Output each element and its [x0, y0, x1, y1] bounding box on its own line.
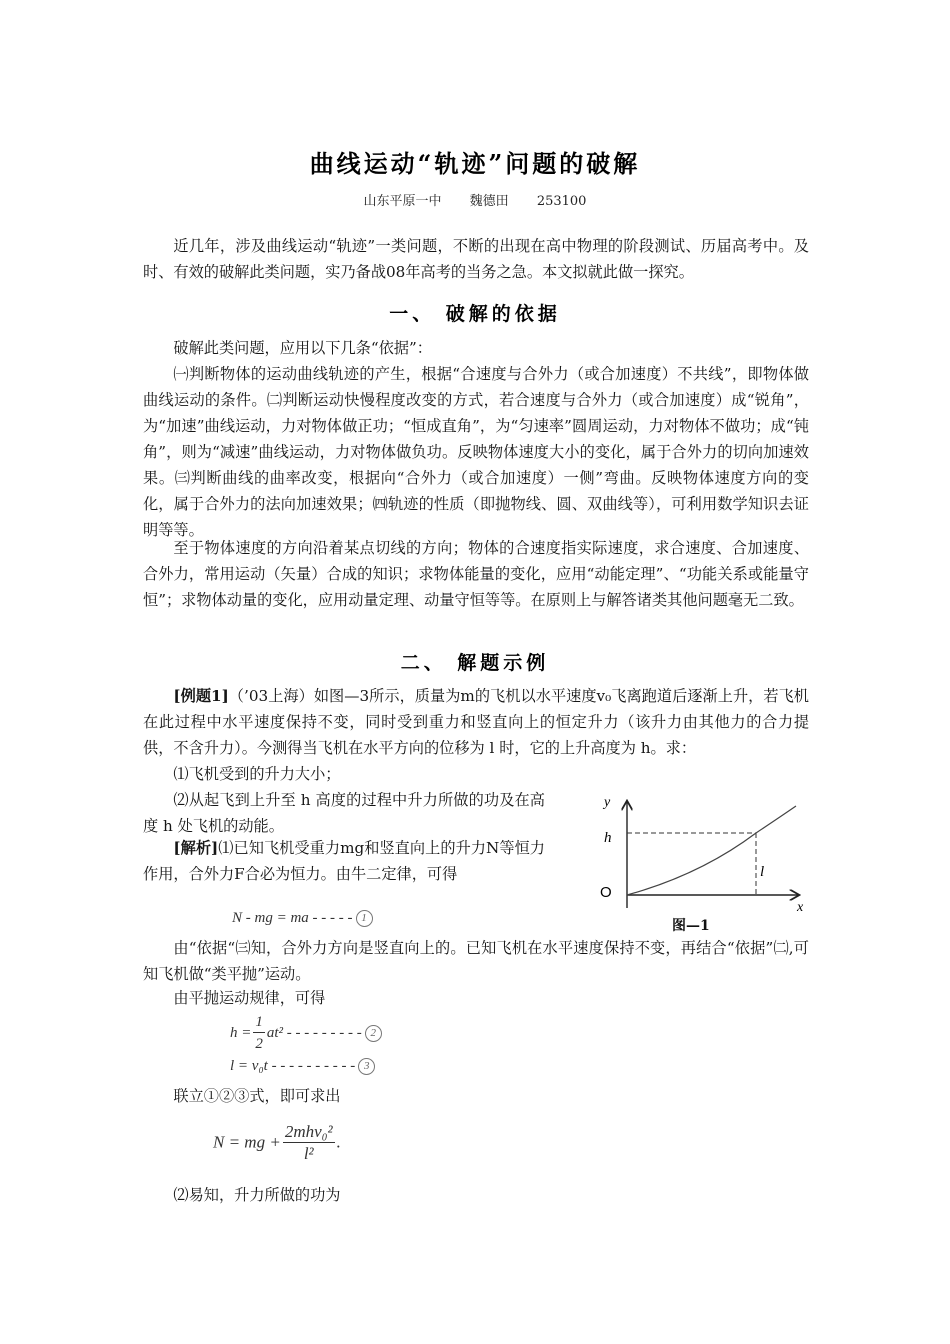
solution-paragraph-5: ⑵易知，升力所做的功为 [173, 1186, 341, 1204]
equation-3 [230, 1058, 375, 1075]
solution-paragraph-2: 由“依据“㈢知，合外力方向是竖直向上的。已知飞机在水平速度保持不变，再结合“依据”㈡,可知飞机做“类平抛”运动。 [143, 939, 809, 983]
equation-1-tag: 1 [356, 910, 373, 927]
example-source: （’03上海） [228, 687, 314, 705]
equation-1-body: N - mg = ma - - - - - [232, 910, 353, 926]
section-heading-2: 二、 解题示例 [400, 652, 550, 674]
section-heading-1: 一、 破解的依据 [389, 303, 561, 325]
section1-paragraph-2: ㈠判断物体的运动曲线轨迹的产生，根据“合速度与合外力（或合加速度）不共线”，即物体做曲线运动的条件。㈡判断运动快慢程度改变的方式，若合速度与合外力（或合加速度）成“锐角”，为“加速”曲线运动，力对物体做正功；“恒成直角”，为“匀速率”圆周运动，力对物体不做功；成“钝角”，则为“减速”曲线运动，力对物体做负功。反映物体速度大小的变化，属于合外力的切向加速效果。㈢判断曲线的曲率改变，根据向“合外力（或合加速度）一侧”弯曲。反映物体速度方向的变化，属于合外力的法向加速效果；㈣轨迹的性质（即抛物线、圆、双曲线等），可利用数学知识去证明等等。 [143, 365, 809, 539]
equation-3-body: l = v₀t - - - - - - - - - - [230, 1058, 356, 1074]
example-label: [例题1] [173, 687, 229, 705]
solution-label: [解析] [173, 839, 219, 857]
fraction-numerator: 2mhv₀² [284, 1122, 333, 1141]
question-2: ⑵从起飞到上升至 h 高度的过程中升力所做的功及在高度 h 处飞机的动能。 [143, 791, 545, 835]
equation-2-tag: 2 [365, 1025, 382, 1042]
author-postcode: 253100 [536, 194, 587, 209]
solution-paragraph-3: 由平抛运动规律，可得 [173, 989, 326, 1007]
question-1: ⑴飞机受到的升力大小； [173, 765, 341, 783]
example-text: 如图—3所示，质量为m的飞机以水平速度v₀飞离跑道后逐渐上升，若飞机在此过程中水平速度保持不变，同时受到重力和竖直向上的恒定升力（该升力由其他力的合力提供，不含升力）。今测得当飞机在水平方向的位移为 l 时，它的上升高度为 h。求： [143, 687, 809, 757]
intro-paragraph: 近几年，涉及曲线运动“轨迹”一类问题，不断的出现在高中物理的阶段测试、历届高考中。及时、有效的破解此类问题，实乃备战08年高考的当务之急。本文拟就此做一探究。 [143, 237, 809, 281]
l-label: l [760, 864, 765, 880]
figure-caption: 图—1 [672, 918, 710, 934]
x-axis-label: x [797, 900, 804, 915]
h-label: h [604, 830, 612, 846]
page-title: 曲线运动“轨迹”问题的破解 [309, 149, 641, 178]
equation-2-fraction [253, 1012, 265, 1055]
equation-2 [230, 1012, 382, 1055]
fraction-numerator: 1 [253, 1012, 265, 1033]
fraction-denominator: l² [303, 1144, 314, 1163]
solution-paragraph-4: 联立①②③式，即可求出 [173, 1087, 341, 1105]
origin-label: O [600, 884, 612, 901]
author-name: 魏德田 [469, 194, 509, 209]
equation-3-tag: 3 [358, 1058, 375, 1075]
author-school: 山东平原一中 [363, 194, 442, 209]
trajectory-curve [627, 806, 796, 895]
section1-paragraph-1: 破解此类问题，应用以下几条“依据”： [173, 339, 432, 357]
author-line [0, 190, 950, 209]
equation-4 [213, 1122, 341, 1165]
equation-2-rhs: at² - - - - - - - - - [266, 1024, 362, 1041]
fraction-denominator: 2 [255, 1036, 263, 1052]
example-1-paragraph [143, 683, 809, 761]
equation-2-lhs: h = [230, 1024, 252, 1041]
equation-4-lhs: N = mg + [213, 1132, 281, 1152]
section1-paragraph-3: 至于物体速度的方向沿着某点切线的方向；物体的合速度指实际速度，求合速度、合加速度、合外力，常用运动（矢量）合成的知识；求物体能量的变化，应用“动能定理”、“功能关系或能量守恒”；求物体动量的变化，应用动量定理、动量守恒等等。在原则上与解答诸类其他问题毫无二致。 [143, 539, 809, 609]
solution-paragraph-1 [143, 835, 545, 887]
equation-1 [232, 910, 373, 927]
solution-text-1: ⑴已知飞机受重力mg和竖直向上的升力N等恒力作用，合外力F合必为恒力。由牛二定律，可得 [143, 839, 545, 883]
equation-4-fraction [283, 1122, 335, 1165]
y-axis-label: y [604, 795, 611, 810]
equation-4-end: . [336, 1132, 341, 1152]
